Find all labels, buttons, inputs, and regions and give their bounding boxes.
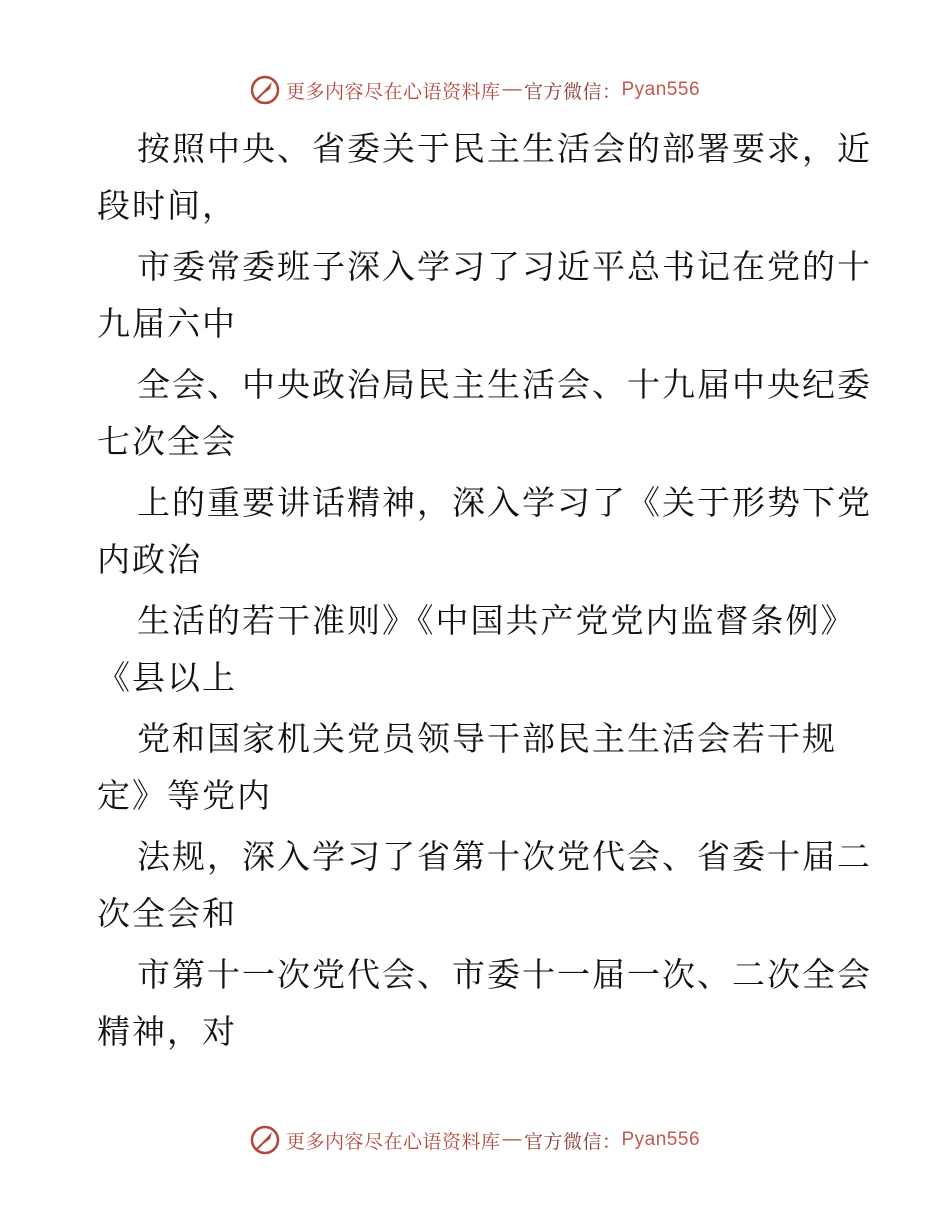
paragraph-line: 生活的若干准则》《中国共产党党内监督条例》 [137,601,856,640]
paragraph-line: 市第十一次党代会、市委十一届一次、二次全会 [137,955,872,994]
paragraph [97,474,872,588]
paragraph [97,828,872,942]
banner-dash: — [502,1129,522,1150]
paragraph-line: 段时间， [97,186,237,225]
paragraph-line: 市委常委班子深入学习了习近平总书记在党的十 [137,247,872,286]
paragraph-line: 七次全会 [97,422,237,461]
quill-logo-icon [250,75,280,105]
paragraph-line: 按照中央、省委关于民主生活会的部署要求，近 [137,129,872,168]
banner-dash: — [502,79,522,100]
paragraph-line: 次全会和 [97,894,237,933]
document-body [97,120,872,1064]
paragraph-line: 上的重要讲话精神，深入学习了《关于形势下党 [137,483,872,522]
paragraph [97,238,872,352]
banner-wechat-id: Pyan556 [621,1129,701,1150]
paragraph [97,356,872,470]
paragraph [97,710,857,824]
paragraph-line: 法规，深入学习了省第十次党代会、省委十届二 [137,837,872,876]
paragraph-line: 定》等党内 [97,776,272,815]
banner-main-text: 更多内容尽在心语资料库 [285,81,501,103]
quill-logo-icon [250,1125,280,1155]
header-banner [0,70,950,110]
paragraph [97,946,872,1060]
paragraph-line: 党和国家机关党员领导干部民主生活会若干规 [137,719,837,758]
paragraph [97,120,872,234]
banner-main-text: 更多内容尽在心语资料库 [285,1131,501,1153]
paragraph-line: 精神，对 [97,1012,237,1051]
banner-wechat-label: 官方微信： [523,1131,622,1153]
paragraph-line: 全会、中央政治局民主生活会、十九届中央纪委 [137,365,872,404]
paragraph-line: 《县以上 [97,658,237,697]
banner-wechat-id: Pyan556 [621,79,701,100]
paragraph-line: 九届六中 [97,304,237,343]
paragraph [97,592,857,706]
banner-wechat-label: 官方微信： [523,81,622,103]
footer-banner [0,1120,950,1160]
paragraph-line: 内政治 [97,540,202,579]
